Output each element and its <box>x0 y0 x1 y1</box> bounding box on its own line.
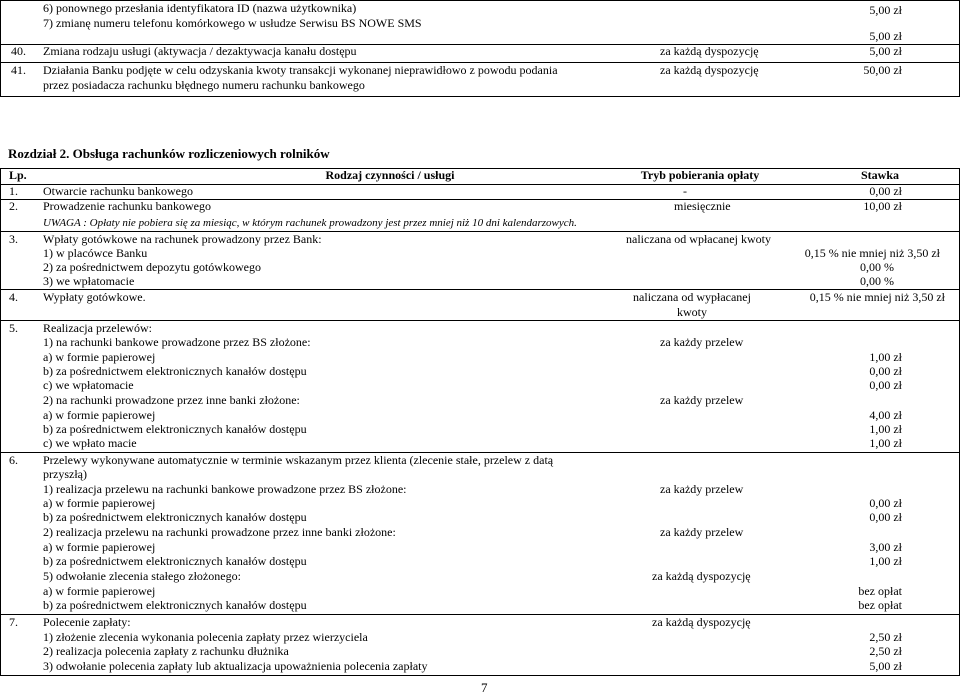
row-5-a2-val: 4,00 zł <box>869 408 902 422</box>
row-5-mode-2: za każdy przelew <box>660 393 744 407</box>
row-41-mode: za każdą dyspozycję <box>660 63 759 77</box>
row-6-b2: b) za pośrednictwem elektronicznych kanałów dostępu <box>43 554 307 568</box>
row-2-mode: miesięcznie <box>674 199 731 213</box>
row-6-b1-val: 0,00 zł <box>869 510 902 524</box>
row-5-c1-val: 0,00 zł <box>869 378 902 392</box>
row-1-mode: - <box>683 184 687 198</box>
row-6-num: 6. <box>9 453 18 467</box>
row-1-num: 1. <box>9 184 18 198</box>
row-5-b2-val: 1,00 zł <box>869 422 902 436</box>
row-7-val-2: 2,50 zł <box>869 644 902 658</box>
rule <box>0 614 960 615</box>
header-mode: Tryb pobierania opłaty <box>640 168 760 182</box>
row-6-a1-val: 0,00 zł <box>869 496 902 510</box>
row-5-num: 5. <box>9 321 18 335</box>
row-4-rate: 0,15 % nie mniej niż 3,50 zł <box>809 290 945 304</box>
row-6-mode-1: za każdy przelew <box>660 482 744 496</box>
row-3-sub-2: 2) za pośrednictwem depozytu gotówkowego <box>43 260 261 274</box>
row-3-num: 3. <box>9 232 18 246</box>
row-2-rate: 10,00 zł <box>863 199 902 213</box>
top-item-7: 7) zmianę numeru telefonu komórkowego w usłudze Serwisu BS NOWE SMS <box>43 16 422 30</box>
row-6-sub-5: 5) odwołanie zlecenia stałego złożonego: <box>43 569 241 583</box>
rule <box>0 96 960 97</box>
row-41-text-1: Działania Banku podjęte w celu odzyskania kwoty transakcji wykonanej nieprawidłowo z powodu podania <box>43 63 558 77</box>
row-6-sub-1: 1) realizacja przelewu na rachunki bankowe prowadzone przez BS złożone: <box>43 482 407 496</box>
row-6-a5-val: bez opłat <box>858 584 902 598</box>
row-3-sub-1: 1) w placówce Banku <box>43 246 148 260</box>
row-6-mode-5: za każdą dyspozycję <box>652 569 751 583</box>
row-7-sub-1: 1) złożenie zlecenia wykonania polecenia zapłaty przez wierzyciela <box>43 630 368 644</box>
row-7-val-3: 5,00 zł <box>869 659 902 673</box>
row-40-num: 40. <box>11 44 26 58</box>
row-5-c2: c) we wpłato macie <box>43 436 137 450</box>
row-5-a2: a) w formie papierowej <box>43 408 156 422</box>
row-6-b1: b) za pośrednictwem elektronicznych kanałów dostępu <box>43 510 307 524</box>
row-4-text: Wypłaty gotówkowe. <box>43 290 146 304</box>
row-3-val-3: 0,00 % <box>860 274 894 288</box>
header-kind: Rodzaj czynności / usługi <box>325 168 455 182</box>
section-title: Rozdział 2. Obsługa rachunków rozliczeniowych rolników <box>8 146 330 161</box>
row-6-b5: b) za pośrednictwem elektronicznych kanałów dostępu <box>43 598 307 612</box>
row-5-mode-1: za każdy przelew <box>660 335 744 349</box>
row-5-sub-2: 2) na rachunki prowadzone przez inne banki złożone: <box>43 393 300 407</box>
row-6-text-1: Przelewy wykonywane automatycznie w terminie wskazanym przez klienta (zlecenie stałe, przelew z datą <box>43 453 554 467</box>
row-7-text: Polecenie zapłaty: <box>43 615 131 629</box>
row-7-mode: za każdą dyspozycję <box>652 615 751 629</box>
row-3-sub-3: 3) we wpłatomacie <box>43 274 135 288</box>
row-7-sub-3: 3) odwołanie polecenia zapłaty lub aktualizacja upoważnienia polecenia zapłaty <box>43 659 428 673</box>
row-5-c1: c) we wpłatomacie <box>43 378 134 392</box>
row-4-mode-2: kwoty <box>677 305 707 319</box>
row-7-num: 7. <box>9 615 18 629</box>
fee-6: 5,00 zł <box>869 3 902 17</box>
row-3-val-2: 0,00 % <box>860 260 894 274</box>
row-6-a1: a) w formie papierowej <box>43 496 156 510</box>
row-40-fee: 5,00 zł <box>869 44 902 58</box>
row-6-a2-val: 3,00 zł <box>869 540 902 554</box>
row-5-b2: b) za pośrednictwem elektronicznych kanałów dostępu <box>43 422 307 436</box>
row-5-sub-1: 1) na rachunki bankowe prowadzone przez BS złożone: <box>43 335 311 349</box>
row-3-mode: naliczana od wpłacanej kwoty <box>626 232 771 246</box>
row-3-text: Wpłaty gotówkowe na rachunek prowadzony przez Bank: <box>43 232 322 246</box>
row-5-b1-val: 0,00 zł <box>869 364 902 378</box>
row-41-fee: 50,00 zł <box>863 63 902 77</box>
row-5-b1: b) za pośrednictwem elektronicznych kanałów dostępu <box>43 364 307 378</box>
row-40-mode: za każdą dyspozycję <box>660 44 759 58</box>
row-6-text-2: przyszłą) <box>43 467 87 481</box>
rule <box>0 168 1 676</box>
row-6-b2-val: 1,00 zł <box>869 554 902 568</box>
row-5-a1: a) w formie papierowej <box>43 350 156 364</box>
rule <box>0 0 1 96</box>
row-2-text: Prowadzenie rachunku bankowego <box>43 199 211 213</box>
header-rate: Stawka <box>860 168 899 182</box>
row-41-text-2: przez posiadacza rachunku błędnego numeru rachunku bankowego <box>43 78 365 92</box>
row-2-num: 2. <box>9 199 18 213</box>
row-5-a1-val: 1,00 zł <box>869 350 902 364</box>
row-6-b5-val: bez opłat <box>858 598 902 612</box>
row-7-sub-2: 2) realizacja polecenia zapłaty z rachunku dłużnika <box>43 644 289 658</box>
row-6-sub-2: 2) realizacja przelewu na rachunki prowadzone przez inne banki złożone: <box>43 525 396 539</box>
header-lp: Lp. <box>9 168 27 182</box>
top-item-6: 6) ponownego przesłania identyfikatora ID (nazwa użytkownika) <box>43 1 357 15</box>
row-41-num: 41. <box>11 63 26 77</box>
row-6-a5: a) w formie papierowej <box>43 584 156 598</box>
row-6-a2: a) w formie papierowej <box>43 540 156 554</box>
row-1-text: Otwarcie rachunku bankowego <box>43 184 193 198</box>
row-4-mode-1: naliczana od wypłacanej <box>633 290 751 304</box>
fee-7: 5,00 zł <box>869 29 902 43</box>
row-40-text: Zmiana rodzaju usługi (aktywacja / dezaktywacja kanału dostępu <box>43 44 357 58</box>
page-number: 7 <box>481 680 488 695</box>
row-5-text: Realizacja przelewów: <box>43 321 152 335</box>
row-1-rate: 0,00 zł <box>869 184 902 198</box>
row-4-num: 4. <box>9 290 18 304</box>
row-7-val-1: 2,50 zł <box>869 630 902 644</box>
row-2-note: UWAGA : Opłaty nie pobiera się za miesiąc, w którym rachunek prowadzony jest przez mniej niż 10 dni kalendarzowych. <box>43 217 577 229</box>
row-6-mode-2: za każdy przelew <box>660 525 744 539</box>
row-5-c2-val: 1,00 zł <box>869 436 902 450</box>
row-3-val-1: 0,15 % nie mniej niż 3,50 zł <box>804 246 940 260</box>
rule <box>0 675 960 676</box>
